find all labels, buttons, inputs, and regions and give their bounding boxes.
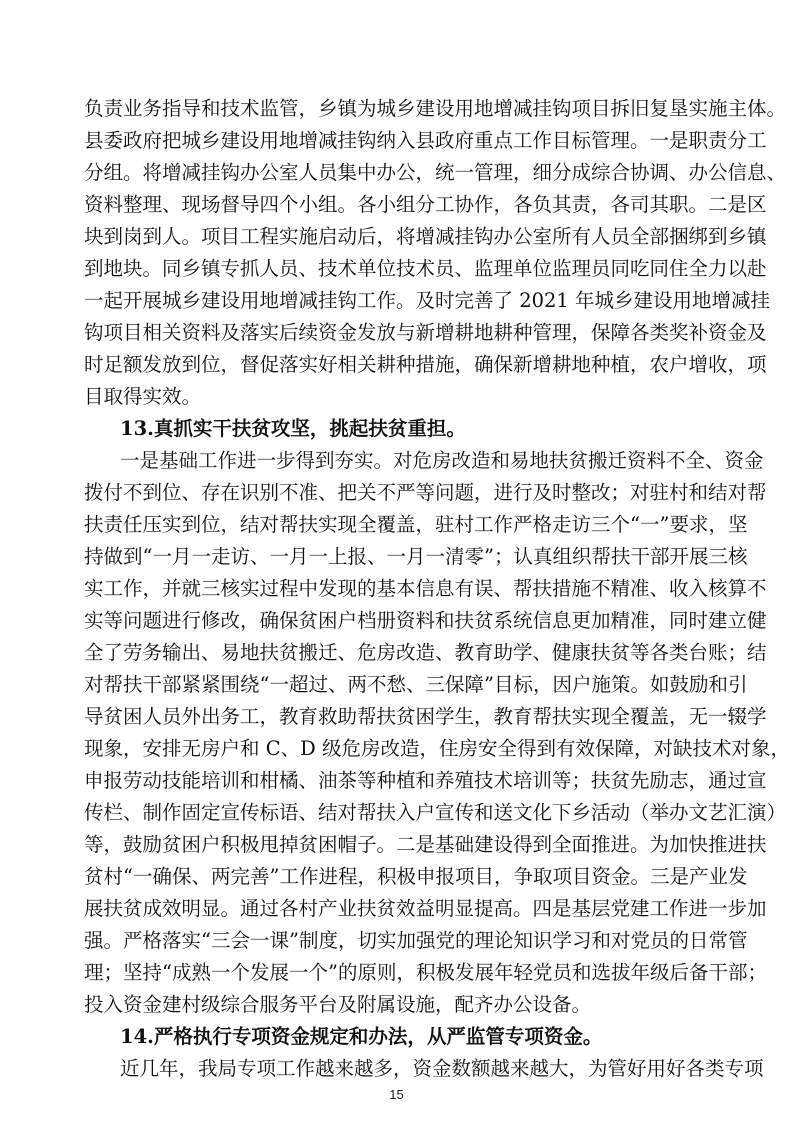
body-text-line: 全了劳务输出、易地扶贫搬迁、危房改造、教育助学、健康扶贫等各类台账；结 xyxy=(84,641,767,664)
body-text-line: 贫村“一确保、两完善”工作进程，积极申报项目，争取项目资金。三是产业发 xyxy=(84,865,748,888)
body-text-line: 分组。将增减挂钩办公室人员集中办公，统一管理，细分成综合协调、办公信息、 xyxy=(84,161,787,184)
body-text-line: 申报劳动技能培训和柑橘、油茶等种植和养殖技术培训等；扶贫先励志，通过宣 xyxy=(84,769,767,792)
body-text-line: 资料整理、现场督导四个小组。各小组分工协作，各负其责，各司其职。二是区 xyxy=(84,193,767,216)
body-text-line: 传栏、制作固定宣传标语、结对帮扶入户宣传和送文化下乡活动（举办文艺汇演） xyxy=(84,801,787,824)
body-text-line: 导贫困人员外出务工，教育救助帮扶贫困学生，教育帮扶实现全覆盖，无一辍学 xyxy=(84,705,767,728)
section-heading-13: 13.真抓实干扶贫攻坚，挑起扶贫重担。 xyxy=(120,417,466,440)
body-text-line: 实工作，并就三核实过程中发现的基本信息有误、帮扶措施不精准、收入核算不 xyxy=(84,577,767,600)
body-text-line: 拨付不到位、存在识别不准、把关不严等问题，进行及时整改；对驻村和结对帮 xyxy=(84,481,767,504)
body-text-line: 展扶贫成效明显。通过各村产业扶贫效益明显提高。四是基层党建工作进一步加 xyxy=(84,897,767,920)
body-text-line: 对帮扶干部紧紧围绕“一超过、两不愁、三保障”目标，因户施策。如鼓励和引 xyxy=(84,673,748,696)
body-text-line: 现象，安排无房户和 C、D 级危房改造，住房安全得到有效保障，对缺技术对象， xyxy=(84,737,790,760)
body-text-line: 强。严格落实“三会一课”制度，切实加强党的理论知识学习和对党员的日常管 xyxy=(84,929,748,952)
body-text-line: 理；坚持“成熟一个发展一个”的原则，积极发展年轻党员和选拔年级后备干部； xyxy=(84,961,767,984)
body-text-line: 时足额发放到位，督促落实好相关耕种措施，确保新增耕地种植，农户增收，项 xyxy=(84,353,767,376)
body-text-line: 一起开展城乡建设用地增减挂钩工作。及时完善了 2021 年城乡建设用地增减挂 xyxy=(84,289,771,312)
body-text-line: 持做到“一月一走访、一月一上报、一月一清零”；认真组织帮扶干部开展三核 xyxy=(84,545,748,568)
body-text-line: 负责业务指导和技术监管，乡镇为城乡建设用地增减挂钩项目拆旧复垦实施主体。 xyxy=(84,97,787,120)
body-text-line: 投入资金建村级综合服务平台及附属设施，配齐办公设备。 xyxy=(84,993,592,1016)
body-text-line: 等，鼓励贫困户积极甩掉贫困帽子。二是基础建设得到全面推进。为加快推进扶 xyxy=(84,833,767,856)
body-text-line: 实等问题进行修改，确保贫困户档册资料和扶贫系统信息更加精准，同时建立健 xyxy=(84,609,767,632)
body-text-line: 县委政府把城乡建设用地增减挂钩纳入县政府重点工作目标管理。一是职责分工 xyxy=(84,129,767,152)
body-text-line: 扶责任压实到位，结对帮扶实现全覆盖，驻村工作严格走访三个“一”要求，坚 xyxy=(84,513,748,536)
body-text-line: 一是基础工作进一步得到夯实。对危房改造和易地扶贫搬迁资料不全、资金 xyxy=(120,449,764,472)
body-text-line: 块到岗到人。项目工程实施启动后，将增减挂钩办公室所有人员全部捆绑到乡镇 xyxy=(84,225,767,248)
page-number: 15 xyxy=(389,1087,404,1102)
body-text-line: 目取得实效。 xyxy=(84,385,202,408)
body-text-line: 钩项目相关资料及落实后续资金发放与新增耕地耕种管理，保障各类奖补资金及 xyxy=(84,321,767,344)
body-text-line: 近几年，我局专项工作越来越多，资金数额越来越大，为管好用好各类专项 xyxy=(120,1057,764,1080)
body-text-line: 到地块。同乡镇专抓人员、技术单位技术员、监理单位监理员同吃同住全力以赴 xyxy=(84,257,767,280)
section-heading-14: 14.严格执行专项资金规定和办法，从严监管专项资金。 xyxy=(120,1025,603,1048)
